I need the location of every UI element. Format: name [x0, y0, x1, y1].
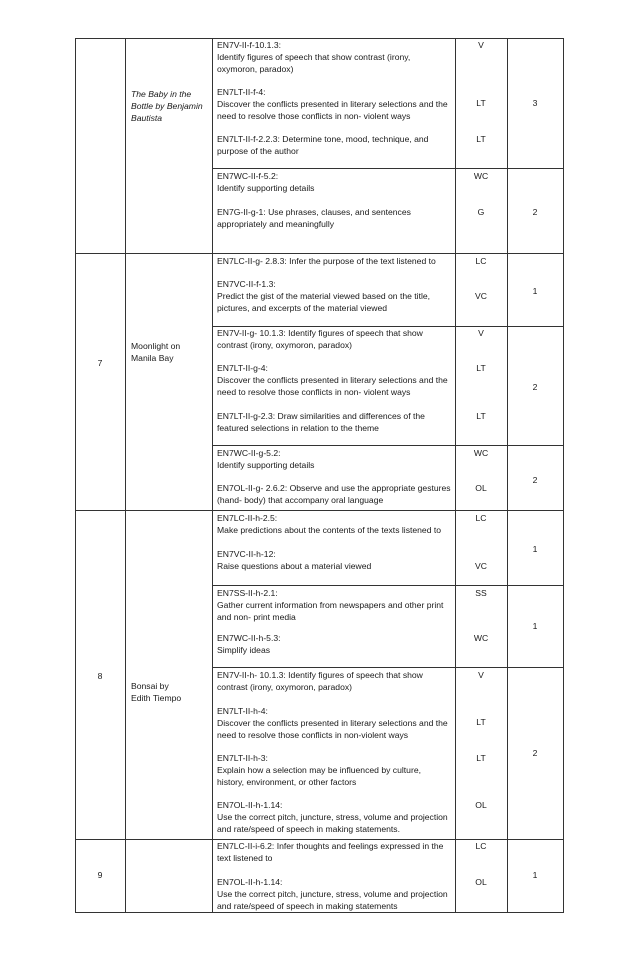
competency-text-line: EN7VC-II-h-12:	[217, 549, 276, 559]
lesson-title-line: Bottle by Benjamin	[131, 101, 203, 111]
competency-text-line: (hand- body) that accompany oral language	[217, 495, 384, 505]
group-rule	[212, 585, 564, 586]
section-rule	[75, 510, 564, 511]
competency-text-line: EN7V-II-h- 10.1.3: Identify figures of speech that show	[217, 670, 423, 680]
competency-text-line: EN7WC-II-g-5.2:	[217, 448, 281, 458]
days-count: 1	[532, 286, 538, 296]
competency-text-line: contrast (irony, oxymoron, paradox)	[217, 682, 353, 692]
lesson-title-line: Bonsai by	[131, 681, 169, 691]
competency-text-line: EN7OL-II-h-1.14:	[217, 800, 283, 810]
column-rule	[563, 38, 564, 913]
competency-text-line: Discover the conflicts presented in literary selections and the	[217, 99, 448, 109]
domain-code: LT	[476, 411, 486, 421]
lesson-title-line: The Baby in the	[131, 89, 192, 99]
column-rule	[75, 38, 76, 913]
days-count: 3	[532, 98, 538, 108]
competency-text-line: Discover the conflicts presented in literary selections and the	[217, 718, 448, 728]
group-rule	[212, 445, 564, 446]
domain-code: OL	[475, 483, 487, 493]
domain-code: LC	[475, 513, 487, 523]
competency-text-line: and non- print media	[217, 612, 296, 622]
lesson-title-line: Bautista	[131, 113, 163, 123]
lesson-title-line: Manila Bay	[131, 353, 174, 363]
competency-text-line: pictures, and excerpts of the material viewed	[217, 303, 388, 313]
domain-code: WC	[473, 448, 489, 458]
competency-text-line: EN7LC-II-g- 2.8.3: Infer the purpose of the text listened to	[217, 256, 436, 266]
competency-text-line: Identify supporting details	[217, 460, 315, 470]
competency-text-line: Simplify ideas	[217, 645, 271, 655]
competency-text-line: appropriately and meaningfully	[217, 219, 335, 229]
competency-text-line: EN7LT-II-f-2.2.3: Determine tone, mood, technique, and	[217, 134, 429, 144]
competency-text-line: Use the correct pitch, juncture, stress, volume and projection	[217, 889, 448, 899]
domain-code: LT	[476, 98, 486, 108]
domain-code: LT	[476, 717, 486, 727]
domain-code: WC	[473, 171, 489, 181]
competency-text-line: featured selections in relation to the theme	[217, 423, 379, 433]
week-number: 9	[97, 870, 103, 880]
domain-code: WC	[473, 633, 489, 643]
lesson-title-line: Edith Tiempo	[131, 693, 182, 703]
competency-text-line: Identify figures of speech that show contrast (irony,	[217, 52, 411, 62]
domain-code: V	[478, 328, 484, 338]
competency-text-line: history, environment, or other factors	[217, 777, 357, 787]
days-count: 1	[532, 621, 538, 631]
group-rule	[212, 667, 564, 668]
competency-text-line: EN7OL-II-g- 2.6.2: Observe and use the appropriate gestures	[217, 483, 451, 493]
days-count: 2	[532, 475, 538, 485]
group-rule	[212, 168, 564, 169]
competency-text-line: Discover the conflicts presented in literary selections and the	[217, 375, 448, 385]
domain-code: LT	[476, 753, 486, 763]
competency-text-line: EN7G-II-g-1: Use phrases, clauses, and sentences	[217, 207, 411, 217]
competency-text-line: EN7WC-II-h-5.3:	[217, 633, 281, 643]
competency-text-line: EN7WC-II-f-5.2:	[217, 171, 279, 181]
competency-text-line: contrast (irony, oxymoron, paradox)	[217, 340, 353, 350]
competency-text-line: EN7LC-II-h-2.5:	[217, 513, 278, 523]
domain-code: LT	[476, 363, 486, 373]
competency-text-line: EN7LT-II-g-4:	[217, 363, 268, 373]
domain-code: OL	[475, 877, 487, 887]
week-number: 8	[97, 671, 103, 681]
week-number: 7	[97, 358, 103, 368]
domain-code: VC	[475, 291, 487, 301]
competency-text-line: Raise questions about a material viewed	[217, 561, 372, 571]
competency-text-line: Identify supporting details	[217, 183, 315, 193]
days-count: 2	[532, 382, 538, 392]
section-rule	[75, 912, 564, 913]
competency-text-line: and rate/speed of speech in making statements.	[217, 824, 400, 834]
competency-text-line: EN7LT-II-h-3:	[217, 753, 268, 763]
domain-code: VC	[475, 561, 487, 571]
column-rule	[212, 38, 213, 913]
column-rule	[125, 38, 126, 913]
competency-text-line: need to resolve those conflicts in non- violent ways	[217, 111, 411, 121]
competency-text-line: need to resolve those conflicts in non-violent ways	[217, 730, 409, 740]
competency-text-line: EN7LT-II-h-4:	[217, 706, 268, 716]
competency-text-line: and rate/speed of speech in making statements	[217, 901, 398, 911]
competency-text-line: text listened to	[217, 853, 273, 863]
competency-text-line: EN7LT-II-g-2.3: Draw similarities and differences of the	[217, 411, 425, 421]
competency-text-line: EN7VC-II-f-1.3:	[217, 279, 276, 289]
domain-code: LT	[476, 134, 486, 144]
competency-text-line: Use the correct pitch, juncture, stress, volume and projection	[217, 812, 448, 822]
days-count: 1	[532, 870, 538, 880]
competency-text-line: EN7V-II-f-10.1.3:	[217, 40, 282, 50]
days-count: 2	[532, 748, 538, 758]
competency-text-line: Gather current information from newspapers and other print	[217, 600, 444, 610]
competency-text-line: EN7OL-II-h-1.14:	[217, 877, 283, 887]
days-count: 2	[532, 207, 538, 217]
domain-code: SS	[475, 588, 487, 598]
competency-text-line: EN7V-II-g- 10.1.3: Identify figures of speech that show	[217, 328, 423, 338]
competency-text-line: EN7LT-II-f-4:	[217, 87, 266, 97]
domain-code: V	[478, 670, 484, 680]
competency-text-line: EN7LC-II-i-6.2: Infer thoughts and feelings expressed in the	[217, 841, 444, 851]
domain-code: V	[478, 40, 484, 50]
days-count: 1	[532, 544, 538, 554]
competency-text-line: Make predictions about the contents of the texts listened to	[217, 525, 442, 535]
competency-text-line: oxymoron, paradox)	[217, 64, 294, 74]
competency-text-line: EN7SS-II-h-2.1:	[217, 588, 278, 598]
section-rule	[75, 253, 564, 254]
competency-text-line: Explain how a selection may be influenced by culture,	[217, 765, 421, 775]
competency-text-line: need to resolve those conflicts in non- violent ways	[217, 387, 411, 397]
lesson-title-line: Moonlight on	[131, 341, 181, 351]
competency-text-line: Predict the gist of the material viewed based on the title,	[217, 291, 431, 301]
domain-code: LC	[475, 841, 487, 851]
domain-code: OL	[475, 800, 487, 810]
domain-code: G	[477, 207, 485, 217]
domain-code: LC	[475, 256, 487, 266]
competency-text-line: purpose of the author	[217, 146, 299, 156]
